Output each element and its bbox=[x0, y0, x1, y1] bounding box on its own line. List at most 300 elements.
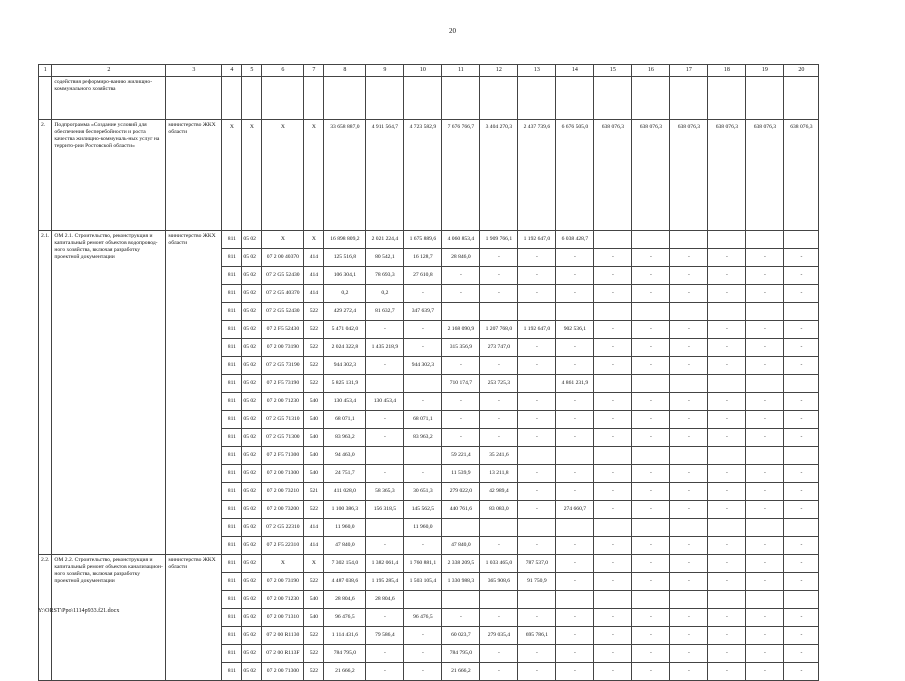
value-cell: 411 028,0 bbox=[324, 483, 366, 501]
value-cell: 4 487 038,6 bbox=[324, 573, 366, 591]
value-cell: 2 168 090,9 bbox=[442, 321, 480, 339]
code-cell: 414 bbox=[304, 249, 324, 267]
value-cell: - bbox=[556, 645, 594, 663]
value-cell bbox=[632, 591, 670, 609]
code-cell: 811 bbox=[222, 609, 242, 627]
value-cell: - bbox=[556, 609, 594, 627]
header-col-20: 20 bbox=[784, 65, 819, 77]
code-cell: 05 02 bbox=[242, 303, 262, 321]
code-cell: 05 02 bbox=[242, 321, 262, 339]
value-cell: - bbox=[784, 609, 819, 627]
value-cell: - bbox=[632, 249, 670, 267]
value-cell: 1 435 218,9 bbox=[366, 339, 404, 357]
code-cell: 07 2 00 73210 bbox=[262, 483, 304, 501]
value-cell: 279 035,4 bbox=[480, 627, 518, 645]
code-cell: 05 02 bbox=[242, 501, 262, 519]
value-cell bbox=[632, 519, 670, 537]
value-cell: - bbox=[670, 411, 708, 429]
value-cell: - bbox=[670, 321, 708, 339]
value-cell: - bbox=[480, 267, 518, 285]
code-cell: 811 bbox=[222, 555, 242, 573]
value-cell: X bbox=[222, 120, 242, 231]
value-cell: - bbox=[746, 663, 784, 681]
code-cell: 540 bbox=[304, 393, 324, 411]
value-cell bbox=[518, 519, 556, 537]
value-cell: - bbox=[784, 573, 819, 591]
value-cell: 638 076,3 bbox=[746, 120, 784, 231]
code-cell: 811 bbox=[222, 357, 242, 375]
measure-2-1-executor: министерство ЖКХ области bbox=[166, 231, 222, 555]
value-cell: - bbox=[366, 357, 404, 375]
value-cell: - bbox=[784, 645, 819, 663]
code-cell: 05 02 bbox=[242, 609, 262, 627]
code-cell: 811 bbox=[222, 375, 242, 393]
value-cell: - bbox=[366, 465, 404, 483]
subprogram-title: Подпрограмма «Создание условий для обеспечения бесперебойности и роста качества жилищно-коммуналь-ных услуг на террито-рии Ростовской области» bbox=[52, 120, 166, 231]
code-cell: 811 bbox=[222, 231, 242, 249]
value-cell: - bbox=[594, 411, 632, 429]
value-cell: - bbox=[670, 609, 708, 627]
header-col-5: 5 bbox=[242, 65, 262, 77]
code-cell: 522 bbox=[304, 321, 324, 339]
value-cell: 315 356,9 bbox=[442, 339, 480, 357]
value-cell: 30 651,3 bbox=[404, 483, 442, 501]
empty-cell bbox=[442, 77, 480, 120]
value-cell: - bbox=[366, 537, 404, 555]
value-cell: - bbox=[480, 249, 518, 267]
value-cell: - bbox=[708, 627, 746, 645]
value-cell bbox=[594, 519, 632, 537]
value-cell: - bbox=[632, 609, 670, 627]
value-cell bbox=[670, 447, 708, 465]
footer-file-path: Y:\ORST\Ppo\1114p933.f21.docx bbox=[38, 608, 120, 614]
code-cell: 05 02 bbox=[242, 663, 262, 681]
value-cell: - bbox=[746, 537, 784, 555]
value-cell: - bbox=[518, 465, 556, 483]
code-cell: 811 bbox=[222, 483, 242, 501]
value-cell bbox=[784, 591, 819, 609]
code-cell: 811 bbox=[222, 501, 242, 519]
value-cell bbox=[708, 447, 746, 465]
value-cell: - bbox=[404, 285, 442, 303]
code-cell: 522 bbox=[304, 375, 324, 393]
value-cell: 47 840,0 bbox=[324, 537, 366, 555]
code-cell: 522 bbox=[304, 573, 324, 591]
value-cell: 106 304,1 bbox=[324, 267, 366, 285]
header-col-4: 4 bbox=[222, 65, 242, 77]
value-cell bbox=[670, 231, 708, 249]
code-cell: X bbox=[262, 555, 304, 573]
code-cell: 522 bbox=[304, 627, 324, 645]
code-cell: 07 2 F5 52430 bbox=[262, 321, 304, 339]
value-cell: - bbox=[404, 627, 442, 645]
value-cell bbox=[594, 375, 632, 393]
value-cell: - bbox=[594, 267, 632, 285]
value-cell: - bbox=[670, 663, 708, 681]
value-cell: 638 076,3 bbox=[594, 120, 632, 231]
value-cell: - bbox=[366, 609, 404, 627]
value-cell: 1 100 386,3 bbox=[324, 501, 366, 519]
value-cell: - bbox=[632, 411, 670, 429]
executor-cell bbox=[166, 77, 222, 120]
empty-cell bbox=[222, 77, 242, 120]
page-number: 20 bbox=[449, 27, 456, 35]
value-cell: - bbox=[366, 321, 404, 339]
code-cell: 811 bbox=[222, 267, 242, 285]
value-cell bbox=[746, 231, 784, 249]
value-cell: 94 463,0 bbox=[324, 447, 366, 465]
value-cell: - bbox=[708, 393, 746, 411]
value-cell: 28 804,6 bbox=[324, 591, 366, 609]
value-cell: - bbox=[784, 321, 819, 339]
value-cell: - bbox=[708, 339, 746, 357]
value-cell bbox=[708, 519, 746, 537]
value-cell: - bbox=[784, 393, 819, 411]
value-cell: - bbox=[746, 357, 784, 375]
header-col-17: 17 bbox=[670, 65, 708, 77]
value-cell: 4 060 853,4 bbox=[442, 231, 480, 249]
code-cell: 540 bbox=[304, 429, 324, 447]
value-cell: 638 076,3 bbox=[708, 120, 746, 231]
value-cell: - bbox=[594, 663, 632, 681]
value-cell bbox=[746, 591, 784, 609]
value-cell: - bbox=[670, 555, 708, 573]
value-cell: 11 960,0 bbox=[324, 519, 366, 537]
empty-cell bbox=[324, 77, 366, 120]
subprogram-executor: министерство ЖКХ области bbox=[166, 120, 222, 231]
code-cell: 07 2 00 73190 bbox=[262, 339, 304, 357]
value-cell: - bbox=[556, 555, 594, 573]
code-cell: 811 bbox=[222, 573, 242, 591]
header-col-15: 15 bbox=[594, 65, 632, 77]
value-cell: - bbox=[556, 267, 594, 285]
value-cell: - bbox=[518, 411, 556, 429]
code-cell: 522 bbox=[304, 303, 324, 321]
value-cell: - bbox=[632, 483, 670, 501]
value-cell: - bbox=[632, 537, 670, 555]
value-cell: - bbox=[670, 285, 708, 303]
value-cell bbox=[708, 231, 746, 249]
code-cell: 811 bbox=[222, 465, 242, 483]
value-cell: 1 195 285,4 bbox=[366, 573, 404, 591]
value-cell: 1 207 768,0 bbox=[480, 321, 518, 339]
value-cell: - bbox=[480, 537, 518, 555]
value-cell bbox=[480, 519, 518, 537]
value-cell bbox=[404, 591, 442, 609]
value-cell: 695 786,1 bbox=[518, 627, 556, 645]
value-cell: 80 542,1 bbox=[366, 249, 404, 267]
value-cell: - bbox=[632, 645, 670, 663]
value-cell: - bbox=[594, 249, 632, 267]
value-cell: 42 989,4 bbox=[480, 483, 518, 501]
value-cell bbox=[442, 519, 480, 537]
continuation-text: содействия реформиро-ванию жилищно-коммунального хозяйства bbox=[52, 77, 166, 120]
value-cell: - bbox=[670, 249, 708, 267]
value-cell bbox=[632, 231, 670, 249]
value-cell: 1 033 465,0 bbox=[480, 555, 518, 573]
code-cell: 05 02 bbox=[242, 429, 262, 447]
value-cell: - bbox=[556, 285, 594, 303]
value-cell bbox=[632, 303, 670, 321]
value-cell: - bbox=[556, 483, 594, 501]
value-cell bbox=[518, 375, 556, 393]
value-cell: 28 804,6 bbox=[366, 591, 404, 609]
code-cell: 05 02 bbox=[242, 483, 262, 501]
value-cell: - bbox=[670, 501, 708, 519]
value-cell: - bbox=[746, 555, 784, 573]
measure-2-1-row bbox=[39, 231, 819, 249]
empty-cell bbox=[480, 77, 518, 120]
header-col-10: 10 bbox=[404, 65, 442, 77]
value-cell: 1 382 061,4 bbox=[366, 555, 404, 573]
value-cell bbox=[746, 447, 784, 465]
code-cell: 414 bbox=[304, 267, 324, 285]
value-cell: 58 365,3 bbox=[366, 483, 404, 501]
empty-cell bbox=[784, 77, 819, 120]
value-cell: 1 192 647,0 bbox=[518, 231, 556, 249]
header-col-6: 6 bbox=[262, 65, 304, 77]
value-cell: 68 071,1 bbox=[404, 411, 442, 429]
code-cell: 05 02 bbox=[242, 411, 262, 429]
code-cell: 811 bbox=[222, 519, 242, 537]
value-cell: - bbox=[518, 357, 556, 375]
value-cell: - bbox=[632, 573, 670, 591]
code-cell: 07 2 00 73190 bbox=[262, 573, 304, 591]
value-cell: - bbox=[784, 267, 819, 285]
value-cell: - bbox=[746, 501, 784, 519]
value-cell: 0,2 bbox=[324, 285, 366, 303]
value-cell: - bbox=[594, 537, 632, 555]
code-cell: 05 02 bbox=[242, 267, 262, 285]
value-cell: - bbox=[708, 501, 746, 519]
value-cell: 16 898 809,2 bbox=[324, 231, 366, 249]
value-cell: - bbox=[708, 321, 746, 339]
value-cell: - bbox=[518, 249, 556, 267]
value-cell: 638 076,3 bbox=[784, 120, 819, 231]
empty-cell bbox=[304, 77, 324, 120]
value-cell: 638 076,3 bbox=[670, 120, 708, 231]
value-cell: - bbox=[708, 537, 746, 555]
value-cell: - bbox=[670, 645, 708, 663]
value-cell: 2 437 739,6 bbox=[518, 120, 556, 231]
empty-cell bbox=[242, 77, 262, 120]
value-cell: 78 693,3 bbox=[366, 267, 404, 285]
value-cell: - bbox=[442, 285, 480, 303]
value-cell: 365 908,6 bbox=[480, 573, 518, 591]
value-cell: 1 192 647,0 bbox=[518, 321, 556, 339]
value-cell bbox=[708, 375, 746, 393]
value-cell: - bbox=[784, 537, 819, 555]
value-cell: - bbox=[480, 609, 518, 627]
code-cell: 05 02 bbox=[242, 231, 262, 249]
value-cell: 440 761,6 bbox=[442, 501, 480, 519]
value-cell bbox=[708, 591, 746, 609]
value-cell: 0,2 bbox=[366, 285, 404, 303]
value-cell bbox=[708, 303, 746, 321]
value-cell: 83 963,2 bbox=[404, 429, 442, 447]
value-cell: - bbox=[746, 249, 784, 267]
value-cell: - bbox=[632, 357, 670, 375]
value-cell: - bbox=[594, 501, 632, 519]
header-col-14: 14 bbox=[556, 65, 594, 77]
code-cell: 05 02 bbox=[242, 465, 262, 483]
value-cell: 5 825 131,9 bbox=[324, 375, 366, 393]
value-cell: - bbox=[746, 339, 784, 357]
value-cell: 784 795,0 bbox=[442, 645, 480, 663]
value-cell: 3 404 270,3 bbox=[480, 120, 518, 231]
code-cell: 811 bbox=[222, 627, 242, 645]
value-cell: - bbox=[708, 285, 746, 303]
empty-cell bbox=[746, 77, 784, 120]
value-cell: - bbox=[632, 321, 670, 339]
value-cell bbox=[404, 375, 442, 393]
code-cell: 07 2 00 R113F bbox=[262, 645, 304, 663]
value-cell: - bbox=[708, 573, 746, 591]
value-cell: - bbox=[518, 267, 556, 285]
value-cell bbox=[784, 375, 819, 393]
value-cell: 24 751,7 bbox=[324, 465, 366, 483]
empty-cell bbox=[518, 77, 556, 120]
value-cell: - bbox=[442, 429, 480, 447]
code-cell: 05 02 bbox=[242, 537, 262, 555]
value-cell: - bbox=[784, 627, 819, 645]
value-cell bbox=[480, 591, 518, 609]
header-col-8: 8 bbox=[324, 65, 366, 77]
code-cell: 811 bbox=[222, 303, 242, 321]
value-cell: 47 840,0 bbox=[442, 537, 480, 555]
value-cell: - bbox=[518, 339, 556, 357]
value-cell: - bbox=[594, 393, 632, 411]
empty-cell bbox=[556, 77, 594, 120]
code-cell: 07 2 F5 71300 bbox=[262, 447, 304, 465]
code-cell: 811 bbox=[222, 429, 242, 447]
value-cell bbox=[670, 519, 708, 537]
value-cell: - bbox=[670, 573, 708, 591]
value-cell: 638 076,3 bbox=[632, 120, 670, 231]
code-cell: 07 2 00 71300 bbox=[262, 663, 304, 681]
code-cell: 414 bbox=[304, 537, 324, 555]
value-cell: 16 128,7 bbox=[404, 249, 442, 267]
value-cell: - bbox=[632, 393, 670, 411]
value-cell: 5 471 042,0 bbox=[324, 321, 366, 339]
header-col-1: 1 bbox=[39, 65, 52, 77]
empty-cell bbox=[594, 77, 632, 120]
value-cell: 944 302,3 bbox=[404, 357, 442, 375]
code-cell: 540 bbox=[304, 609, 324, 627]
code-cell: X bbox=[262, 231, 304, 249]
code-cell: 07 2 00 71300 bbox=[262, 465, 304, 483]
code-cell: 07 2 00 71230 bbox=[262, 393, 304, 411]
header-row bbox=[39, 65, 819, 77]
value-cell: - bbox=[784, 357, 819, 375]
value-cell: 273 747,0 bbox=[480, 339, 518, 357]
value-cell: - bbox=[746, 627, 784, 645]
header-col-18: 18 bbox=[708, 65, 746, 77]
value-cell: 130 453,4 bbox=[366, 393, 404, 411]
value-cell: - bbox=[670, 429, 708, 447]
value-cell: 83 083,0 bbox=[480, 501, 518, 519]
continuation-row bbox=[39, 77, 819, 120]
value-cell bbox=[784, 231, 819, 249]
value-cell: 279 022,0 bbox=[442, 483, 480, 501]
value-cell: - bbox=[404, 663, 442, 681]
value-cell: 253 725,3 bbox=[480, 375, 518, 393]
code-cell: 07 2 G5 52430 bbox=[262, 303, 304, 321]
value-cell: - bbox=[594, 357, 632, 375]
value-cell: 429 272,4 bbox=[324, 303, 366, 321]
value-cell: - bbox=[404, 537, 442, 555]
value-cell: - bbox=[632, 285, 670, 303]
value-cell: - bbox=[746, 393, 784, 411]
value-cell: 2 338 209,5 bbox=[442, 555, 480, 573]
value-cell: - bbox=[518, 609, 556, 627]
value-cell: 79 586,4 bbox=[366, 627, 404, 645]
value-cell: - bbox=[556, 663, 594, 681]
value-cell: - bbox=[404, 339, 442, 357]
value-cell bbox=[632, 447, 670, 465]
value-cell: 11 960,0 bbox=[404, 519, 442, 537]
value-cell: - bbox=[594, 645, 632, 663]
value-cell bbox=[594, 231, 632, 249]
code-cell: 811 bbox=[222, 645, 242, 663]
value-cell: - bbox=[556, 411, 594, 429]
value-cell: - bbox=[784, 555, 819, 573]
value-cell: - bbox=[556, 393, 594, 411]
value-cell: - bbox=[366, 429, 404, 447]
value-cell: 1 503 105,4 bbox=[404, 573, 442, 591]
value-cell: 21 666,2 bbox=[324, 663, 366, 681]
value-cell: - bbox=[556, 537, 594, 555]
code-cell: 07 2 00 71230 bbox=[262, 591, 304, 609]
value-cell: 68 071,1 bbox=[324, 411, 366, 429]
code-cell: 811 bbox=[222, 411, 242, 429]
header-col-19: 19 bbox=[746, 65, 784, 77]
empty-cell bbox=[708, 77, 746, 120]
value-cell: - bbox=[708, 483, 746, 501]
value-cell: 21 666,2 bbox=[442, 663, 480, 681]
value-cell bbox=[670, 303, 708, 321]
value-cell: - bbox=[632, 501, 670, 519]
value-cell: - bbox=[632, 555, 670, 573]
value-cell: - bbox=[632, 429, 670, 447]
value-cell: - bbox=[480, 393, 518, 411]
code-cell: 811 bbox=[222, 447, 242, 465]
header-col-2: 2 bbox=[52, 65, 166, 77]
value-cell: - bbox=[746, 483, 784, 501]
value-cell bbox=[518, 591, 556, 609]
value-cell bbox=[784, 303, 819, 321]
header-col-9: 9 bbox=[366, 65, 404, 77]
value-cell: - bbox=[366, 411, 404, 429]
subprogram-row bbox=[39, 120, 819, 231]
header-col-12: 12 bbox=[480, 65, 518, 77]
value-cell: - bbox=[746, 609, 784, 627]
value-cell bbox=[556, 591, 594, 609]
empty-cell bbox=[366, 77, 404, 120]
measure-2-2-number: 2.2. bbox=[39, 555, 52, 681]
value-cell: - bbox=[480, 663, 518, 681]
value-cell: - bbox=[708, 555, 746, 573]
value-cell: - bbox=[746, 645, 784, 663]
value-cell: - bbox=[784, 411, 819, 429]
value-cell: 28 846,0 bbox=[442, 249, 480, 267]
value-cell: - bbox=[442, 267, 480, 285]
code-cell: 540 bbox=[304, 411, 324, 429]
code-cell: 07 2 G5 40370 bbox=[262, 285, 304, 303]
code-cell: 05 02 bbox=[242, 519, 262, 537]
code-cell: 522 bbox=[304, 501, 324, 519]
value-cell bbox=[366, 519, 404, 537]
